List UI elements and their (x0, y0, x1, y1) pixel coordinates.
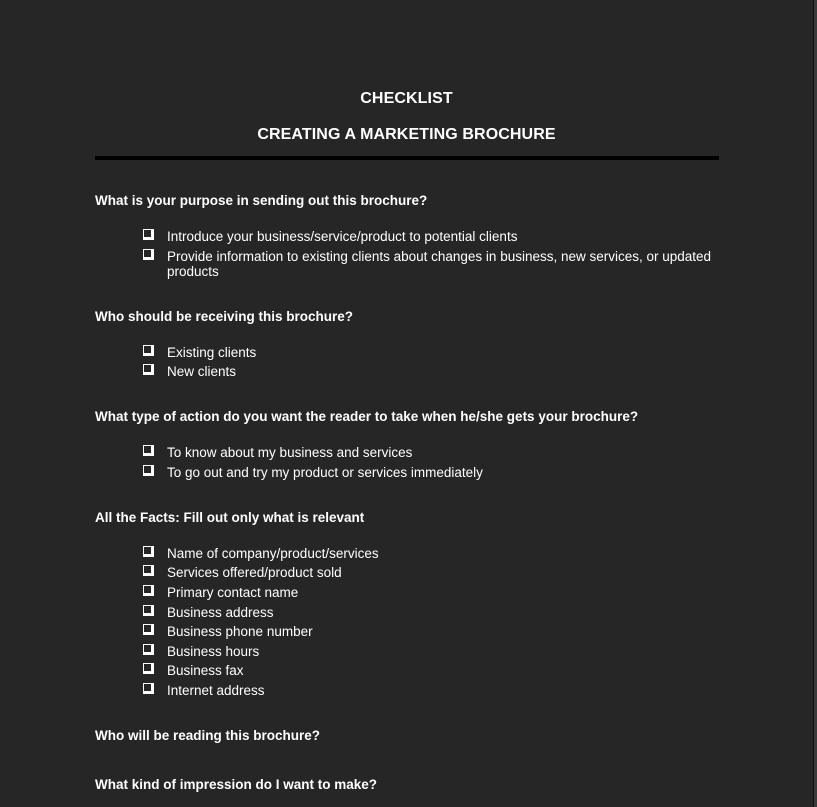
checklist-item-label: New clients (167, 364, 237, 379)
question-recipients: Who should be receiving this brochure? (95, 309, 354, 324)
document-title: CHECKLIST (360, 90, 453, 107)
checklist-item[interactable] (143, 465, 723, 480)
checkbox-icon[interactable] (143, 624, 154, 635)
question-reader-action: What type of action do you want the reader to take when he/she gets your brochure? (95, 409, 639, 424)
checklist-item-label: Internet address (167, 683, 265, 698)
checkbox-icon[interactable] (143, 565, 154, 576)
checklist-item-label: Business phone number (167, 624, 313, 639)
checkbox-icon[interactable] (143, 546, 154, 557)
checkbox-icon[interactable] (143, 465, 154, 476)
question-impression: What kind of impression do I want to make? (95, 777, 378, 792)
checklist-item[interactable] (143, 546, 723, 561)
checklist-item-label: Business address (167, 605, 274, 620)
question-facts: All the Facts: Fill out only what is relevant (95, 510, 365, 525)
checkbox-icon[interactable] (143, 683, 154, 694)
checklist-item[interactable] (143, 624, 723, 639)
window-edge (813, 0, 817, 807)
question-readers: Who will be reading this brochure? (95, 728, 321, 743)
checklist-item[interactable] (143, 565, 723, 580)
checkbox-icon[interactable] (143, 605, 154, 616)
checklist-item-label: Primary contact name (167, 585, 299, 600)
checklist-item[interactable] (143, 364, 723, 379)
checklist-item-label: Business fax (167, 663, 244, 678)
checklist-item-label: Name of company/product/services (167, 546, 379, 561)
checklist-item[interactable] (143, 585, 723, 600)
checkbox-icon[interactable] (143, 663, 154, 674)
checklist-item[interactable] (143, 683, 723, 698)
checkbox-icon[interactable] (143, 445, 154, 456)
checklist-item[interactable] (143, 345, 723, 360)
checklist-item[interactable] (143, 445, 723, 460)
checklist-item[interactable] (143, 229, 723, 244)
checklist-item-label: Existing clients (167, 345, 257, 360)
checklist-item-label: To know about my business and services (167, 445, 413, 460)
checkbox-icon[interactable] (143, 585, 154, 596)
checklist-item[interactable] (143, 249, 723, 279)
checklist-item[interactable] (143, 605, 723, 620)
checklist-item-label: To go out and try my product or services immediately (167, 465, 483, 480)
checklist-item-label: Business hours (167, 644, 260, 659)
checklist-item-label: Provide information to existing clients about changes in business, new services, or updated products (167, 249, 712, 279)
title-divider (95, 156, 719, 160)
question-purpose: What is your purpose in sending out this brochure? (95, 193, 428, 208)
checkbox-icon[interactable] (143, 249, 154, 260)
checkbox-icon[interactable] (143, 644, 154, 655)
checkbox-icon[interactable] (143, 364, 154, 375)
checklist-item[interactable] (143, 663, 723, 678)
checkbox-icon[interactable] (143, 345, 154, 356)
checklist-item[interactable] (143, 644, 723, 659)
checklist-item-label: Introduce your business/service/product to potential clients (167, 229, 518, 244)
checkbox-icon[interactable] (143, 229, 154, 240)
document-subtitle: CREATING A MARKETING BROCHURE (257, 126, 556, 143)
checklist-item-label: Services offered/product sold (167, 565, 342, 580)
